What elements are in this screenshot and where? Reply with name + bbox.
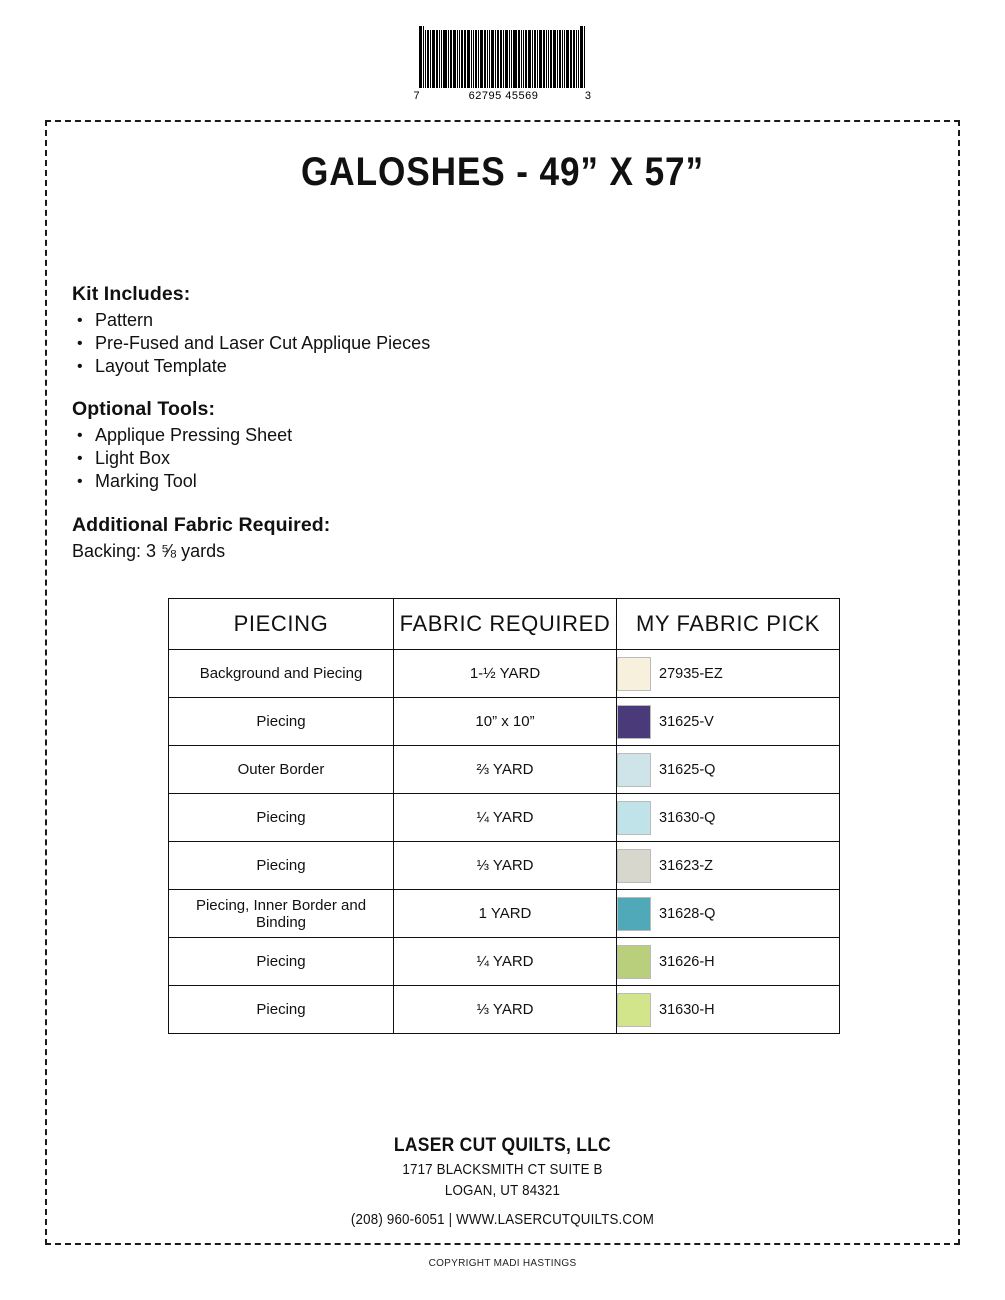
fabric-swatch (617, 705, 651, 739)
cell-fabric-required: 10” x 10” (394, 698, 617, 746)
cell-my-fabric-pick (617, 746, 840, 794)
barcode-bar (543, 30, 545, 88)
fabric-swatch-row (617, 657, 839, 691)
barcode-bar (509, 30, 510, 88)
fabric-swatch-row (617, 993, 839, 1027)
cell-piecing: Piecing (169, 986, 394, 1034)
barcode-bar (518, 30, 520, 88)
fabric-swatch (617, 897, 651, 931)
barcode-bar (427, 30, 429, 88)
fabric-swatch (617, 801, 651, 835)
column-header-my-fabric-pick: MY FABRIC PICK (617, 599, 840, 650)
cell-piecing: Piecing (169, 794, 394, 842)
table-row (169, 938, 840, 986)
fabric-code: 31625-V (659, 713, 714, 730)
address-line-2: LOGAN, UT 84321 (444, 1183, 561, 1199)
barcode-bar (448, 30, 449, 88)
barcode-left-digit: 7 (413, 90, 421, 102)
cell-piecing: Background and Piecing (169, 650, 394, 698)
cell-piecing: Piecing (169, 842, 394, 890)
cell-fabric-required: 1-½ YARD (394, 650, 617, 698)
fabric-swatch (617, 993, 651, 1027)
barcode-bar (537, 30, 538, 88)
barcode-bar (489, 30, 490, 88)
barcode-bar (523, 30, 524, 88)
barcode-bar (491, 30, 494, 88)
additional-fabric-line: Backing: 3 ⅝ yards (72, 541, 226, 561)
kit-includes-list (72, 309, 692, 378)
contact-line: (208) 960-6051 | WWW.LASERCUTQUILTS.COM (350, 1212, 655, 1228)
barcode-bar (419, 26, 422, 88)
barcode-bar (532, 30, 533, 88)
barcode-bar (450, 30, 452, 88)
barcode-bar (573, 30, 575, 88)
company-name: LASER CUT QUILTS, LLC (393, 1135, 612, 1156)
barcode-main-digits: 62795 45569 (468, 90, 539, 102)
cell-fabric-required: ¼ YARD (394, 938, 617, 986)
barcode-bar (570, 30, 572, 88)
cell-piecing: Piecing, Inner Border and Binding (169, 890, 394, 938)
barcode-bar (564, 30, 565, 88)
barcode-bar (459, 30, 460, 88)
barcode-bar (430, 30, 431, 88)
barcode-bar (439, 30, 440, 88)
fabric-swatch (617, 753, 651, 787)
barcode-bar (461, 30, 463, 88)
barcode-bar (539, 30, 542, 88)
cell-piecing: Piecing (169, 938, 394, 986)
barcode-bar (441, 30, 442, 88)
cell-fabric-required: ⅓ YARD (394, 986, 617, 1034)
barcode-bar (457, 30, 458, 88)
barcode-bar (528, 30, 531, 88)
additional-fabric-heading: Additional Fabric Required: (72, 514, 331, 536)
cell-my-fabric-pick (617, 698, 840, 746)
fabric-swatch (617, 945, 651, 979)
barcode-bar (425, 30, 426, 88)
barcode-bars (419, 30, 586, 88)
barcode-bar (443, 30, 447, 88)
cell-my-fabric-pick (617, 842, 840, 890)
barcode-bar (464, 30, 466, 88)
table-row (169, 698, 840, 746)
list-item: • Marking Tool (72, 470, 692, 493)
barcode-bar (487, 30, 488, 88)
barcode-bar (546, 30, 547, 88)
barcode-bar (480, 30, 483, 88)
fabric-code: 31630-H (659, 1001, 715, 1018)
barcode-bar (497, 30, 499, 88)
barcode-right-digit: 3 (584, 90, 592, 102)
barcode-bar (511, 30, 512, 88)
table-row (169, 650, 840, 698)
cell-my-fabric-pick (617, 986, 840, 1034)
column-header-piecing: PIECING (169, 599, 394, 650)
cell-my-fabric-pick (617, 890, 840, 938)
cell-fabric-required: ¼ YARD (394, 794, 617, 842)
barcode-bar (453, 30, 456, 88)
fabric-swatch-row (617, 705, 839, 739)
cell-piecing: Piecing (169, 698, 394, 746)
barcode-bar (436, 30, 438, 88)
barcode-bar (576, 30, 577, 88)
barcode-bar (580, 26, 583, 88)
list-item: • Pre-Fused and Laser Cut Applique Pieces (72, 332, 692, 355)
fabric-code: 31625-Q (659, 761, 716, 778)
fabric-swatch-row (617, 801, 839, 835)
barcode-bar (475, 30, 477, 88)
optional-tools-heading: Optional Tools: (72, 398, 216, 420)
footer (0, 1135, 1005, 1228)
barcode-bar (423, 26, 424, 88)
table-row (169, 890, 840, 938)
barcode-bar (578, 30, 579, 88)
barcode-bar (473, 30, 474, 88)
barcode-bar (562, 30, 563, 88)
fabric-requirements-table (168, 598, 840, 1034)
barcode-bar (467, 30, 470, 88)
fabric-swatch (617, 657, 651, 691)
barcode-bar (500, 30, 502, 88)
kit-info-block (72, 283, 692, 563)
barcode-bar (484, 30, 486, 88)
barcode-bar (505, 30, 508, 88)
fabric-code: 27935-EZ (659, 665, 723, 682)
list-item: • Pattern (72, 309, 692, 332)
table-row (169, 746, 840, 794)
cell-my-fabric-pick (617, 938, 840, 986)
barcode-bar (513, 30, 517, 88)
barcode (0, 30, 1005, 102)
barcode-digits (414, 90, 592, 102)
optional-tools-list (72, 424, 692, 493)
table-row (169, 842, 840, 890)
barcode-bar (557, 30, 558, 88)
table-header-row (169, 599, 840, 650)
fabric-code: 31623-Z (659, 857, 714, 874)
column-header-fabric-required: FABRIC REQUIRED (394, 599, 617, 650)
barcode-bar (548, 30, 549, 88)
fabric-code: 31630-Q (659, 809, 716, 826)
barcode-bar (584, 26, 585, 88)
cell-my-fabric-pick (617, 794, 840, 842)
copyright-line: COPYRIGHT MADI HASTINGS (428, 1258, 577, 1269)
address-line-1: 1717 BLACKSMITH CT SUITE B (402, 1162, 603, 1178)
barcode-bar (566, 30, 569, 88)
fabric-swatch-row (617, 897, 839, 931)
list-item: • Applique Pressing Sheet (72, 424, 692, 447)
fabric-swatch-row (617, 753, 839, 787)
fabric-swatch (617, 849, 651, 883)
cell-my-fabric-pick (617, 650, 840, 698)
barcode-bar (550, 30, 552, 88)
barcode-bar (503, 30, 504, 88)
barcode-bar (432, 30, 435, 88)
fabric-swatch-row (617, 945, 839, 979)
barcode-bar (478, 30, 479, 88)
barcode-bar (521, 30, 522, 88)
page-title: GALOSHES - 49” X 57” (301, 150, 704, 194)
barcode-bar (525, 30, 527, 88)
list-item: • Layout Template (72, 355, 692, 378)
cell-fabric-required: 1 YARD (394, 890, 617, 938)
list-item: • Light Box (72, 447, 692, 470)
table-row (169, 986, 840, 1034)
table-row (169, 794, 840, 842)
barcode-bar (471, 30, 472, 88)
barcode-bar (534, 30, 536, 88)
fabric-code: 31628-Q (659, 905, 716, 922)
barcode-bar (559, 30, 561, 88)
cell-fabric-required: ⅔ YARD (394, 746, 617, 794)
barcode-bar (495, 30, 496, 88)
cell-piecing: Outer Border (169, 746, 394, 794)
barcode-bar (553, 30, 556, 88)
cell-fabric-required: ⅓ YARD (394, 842, 617, 890)
kit-includes-heading: Kit Includes: (72, 283, 191, 305)
fabric-swatch-row (617, 849, 839, 883)
fabric-code: 31626-H (659, 953, 715, 970)
